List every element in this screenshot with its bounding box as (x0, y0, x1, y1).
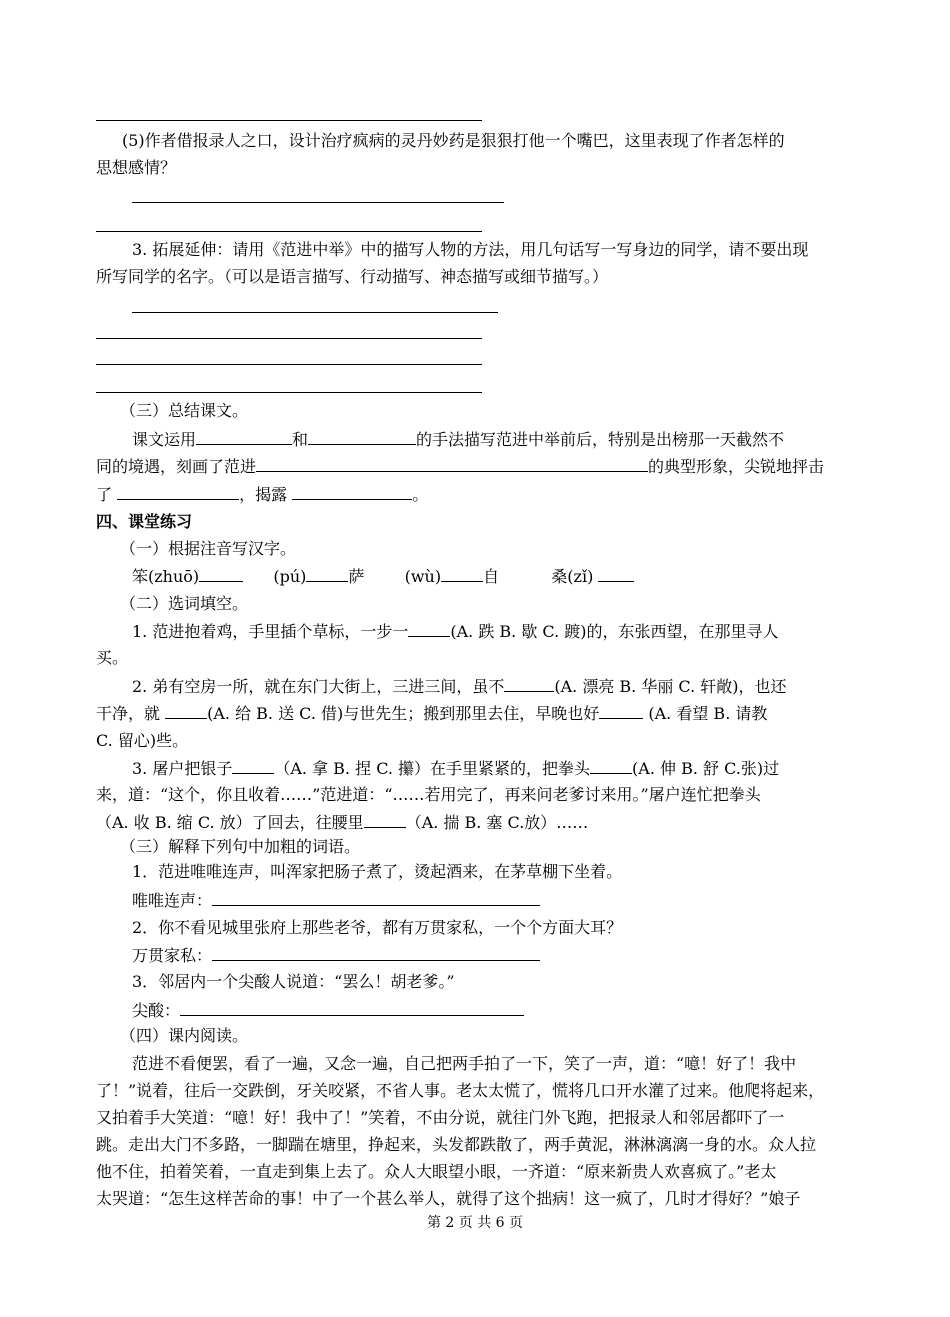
reading-line: 又拍着手大笑道：“噫！好！我中了！”笑着，不由分说，就往门外飞跑，把报录人和邻居都吓了一 (96, 1108, 785, 1127)
reading-line: 范进不看便罢，看了一遍，又念一遍，自己把两手拍了一下，笑了一声，道：“噫！好了！我中 (132, 1054, 797, 1073)
summary-line-3: 了 ，揭露 。 (96, 485, 429, 504)
question-5-line-2: 思想感情？ (96, 158, 177, 177)
summary-heading: （三）总结课文。 (120, 401, 249, 420)
choice-2-line-3: C. 留心)些。 (96, 731, 189, 750)
explain-3-sentence: 3．邻居内一个尖酸人说道：“罢么！胡老爹。” (132, 972, 455, 991)
section-4-title: 四、课堂练习 (96, 512, 193, 531)
choice-2-line-1: 2. 弟有空房一所，就在东门大街上，三进三间，虽不 (A. 漂亮 B. 华丽 C. 轩敞)，也还 (132, 677, 787, 696)
sub-heading-1: （一）根据注音写汉字。 (120, 539, 297, 558)
explain-1-answer: 唯唯连声： (132, 890, 540, 911)
choice-3-line-1: 3. 屠户把银子 （A. 拿 B. 捏 C. 攥）在手里紧紧的，把拳头 (A. 伸 B. 舒 C.张)过 (132, 759, 780, 778)
answer-line (96, 120, 482, 121)
sub-heading-2: （二）选词填空。 (120, 594, 249, 613)
question-3-line-1: 3. 拓展延伸：请用《范进中举》中的描写人物的方法，用几句话写一写身边的同学，请不要出现 (132, 240, 809, 259)
reading-line: 跳。走出大门不多路，一脚踹在塘里，挣起来，头发都跌散了，两手黄泥，淋淋漓漓一身的水。众人拉 (96, 1135, 817, 1154)
answer-line (132, 202, 504, 203)
choice-3-line-3: （A. 收 B. 缩 C. 放）了回去，往腰里 （A. 揣 B. 塞 C.放）…… (96, 813, 589, 832)
page-footer: 第 2 页 共 6 页 (426, 1215, 524, 1231)
sub-heading-3: （三）解释下列句中加粗的词语。 (120, 837, 361, 856)
choice-1-line-1: 1. 范进抱着鸡，手里插个草标，一步一 (A. 跌 B. 歇 C. 踱)的，东张西望，在那里寻人 (132, 622, 779, 641)
explain-2-answer: 万贯家私： (132, 945, 540, 966)
reading-line: 他不住，拍着笑着，一直走到集上去了。众人大眼望小眼，一齐道：“原来新贵人欢喜疯了。”老太 (96, 1162, 777, 1181)
answer-line (96, 392, 482, 393)
answer-line (96, 364, 482, 365)
choice-3-line-2: 来，道：“这个，你且收着……”范进道：“……若用完了，再来问老爹讨来用。”屠户连忙把拳头 (96, 785, 761, 804)
question-3-line-2: 所写同学的名字。（可以是语言描写、行动描写、神态描写或细节描写。） (96, 267, 609, 286)
question-5-line-1: (5)作者借报录人之口，设计治疗疯病的灵丹妙药是狠狠打他一个嘴巴，这里表现了作者怎样的 (122, 131, 785, 150)
explain-2-sentence: 2．你不看见城里张府上那些老爷，都有万贯家私，一个个方面大耳？ (132, 918, 623, 937)
answer-line (96, 231, 482, 232)
answer-line (132, 312, 498, 313)
choice-1-line-2: 买。 (96, 648, 129, 667)
explain-3-answer: 尖酸： (132, 1000, 524, 1021)
pinyin-row: 笨(zhuō) (pú) 萨 (wù) 自 桑(zǐ) (132, 566, 634, 587)
explain-1-sentence: 1．范进唯唯连声，叫浑家把肠子煮了，烫起酒来，在茅草棚下坐着。 (132, 862, 623, 881)
choice-2-line-2: 干净，就 (A. 给 B. 送 C. 借)与世先生；搬到那里去住，早晚也好 (A. 看望 B. 请教 (96, 704, 768, 723)
reading-line: 太哭道：“怎生这样苦命的事！中了一个甚么举人，就得了这个拙病！这一疯了，几时才得好？”娘子 (96, 1189, 801, 1208)
sub-heading-4: （四）课内阅读。 (120, 1026, 249, 1045)
answer-line (96, 338, 482, 339)
summary-line-1: 课文运用 和 的手法描写范进中举前后，特别是出榜那一天截然不 (132, 430, 785, 449)
reading-line: 了！”说着，往后一交跌倒，牙关咬紧，不省人事。老太太慌了，慌将几口开水灌了过来。他爬将起来， (96, 1081, 825, 1100)
summary-line-2: 同的境遇，刻画了范进 的典型形象，尖锐地抨击 (96, 457, 825, 476)
